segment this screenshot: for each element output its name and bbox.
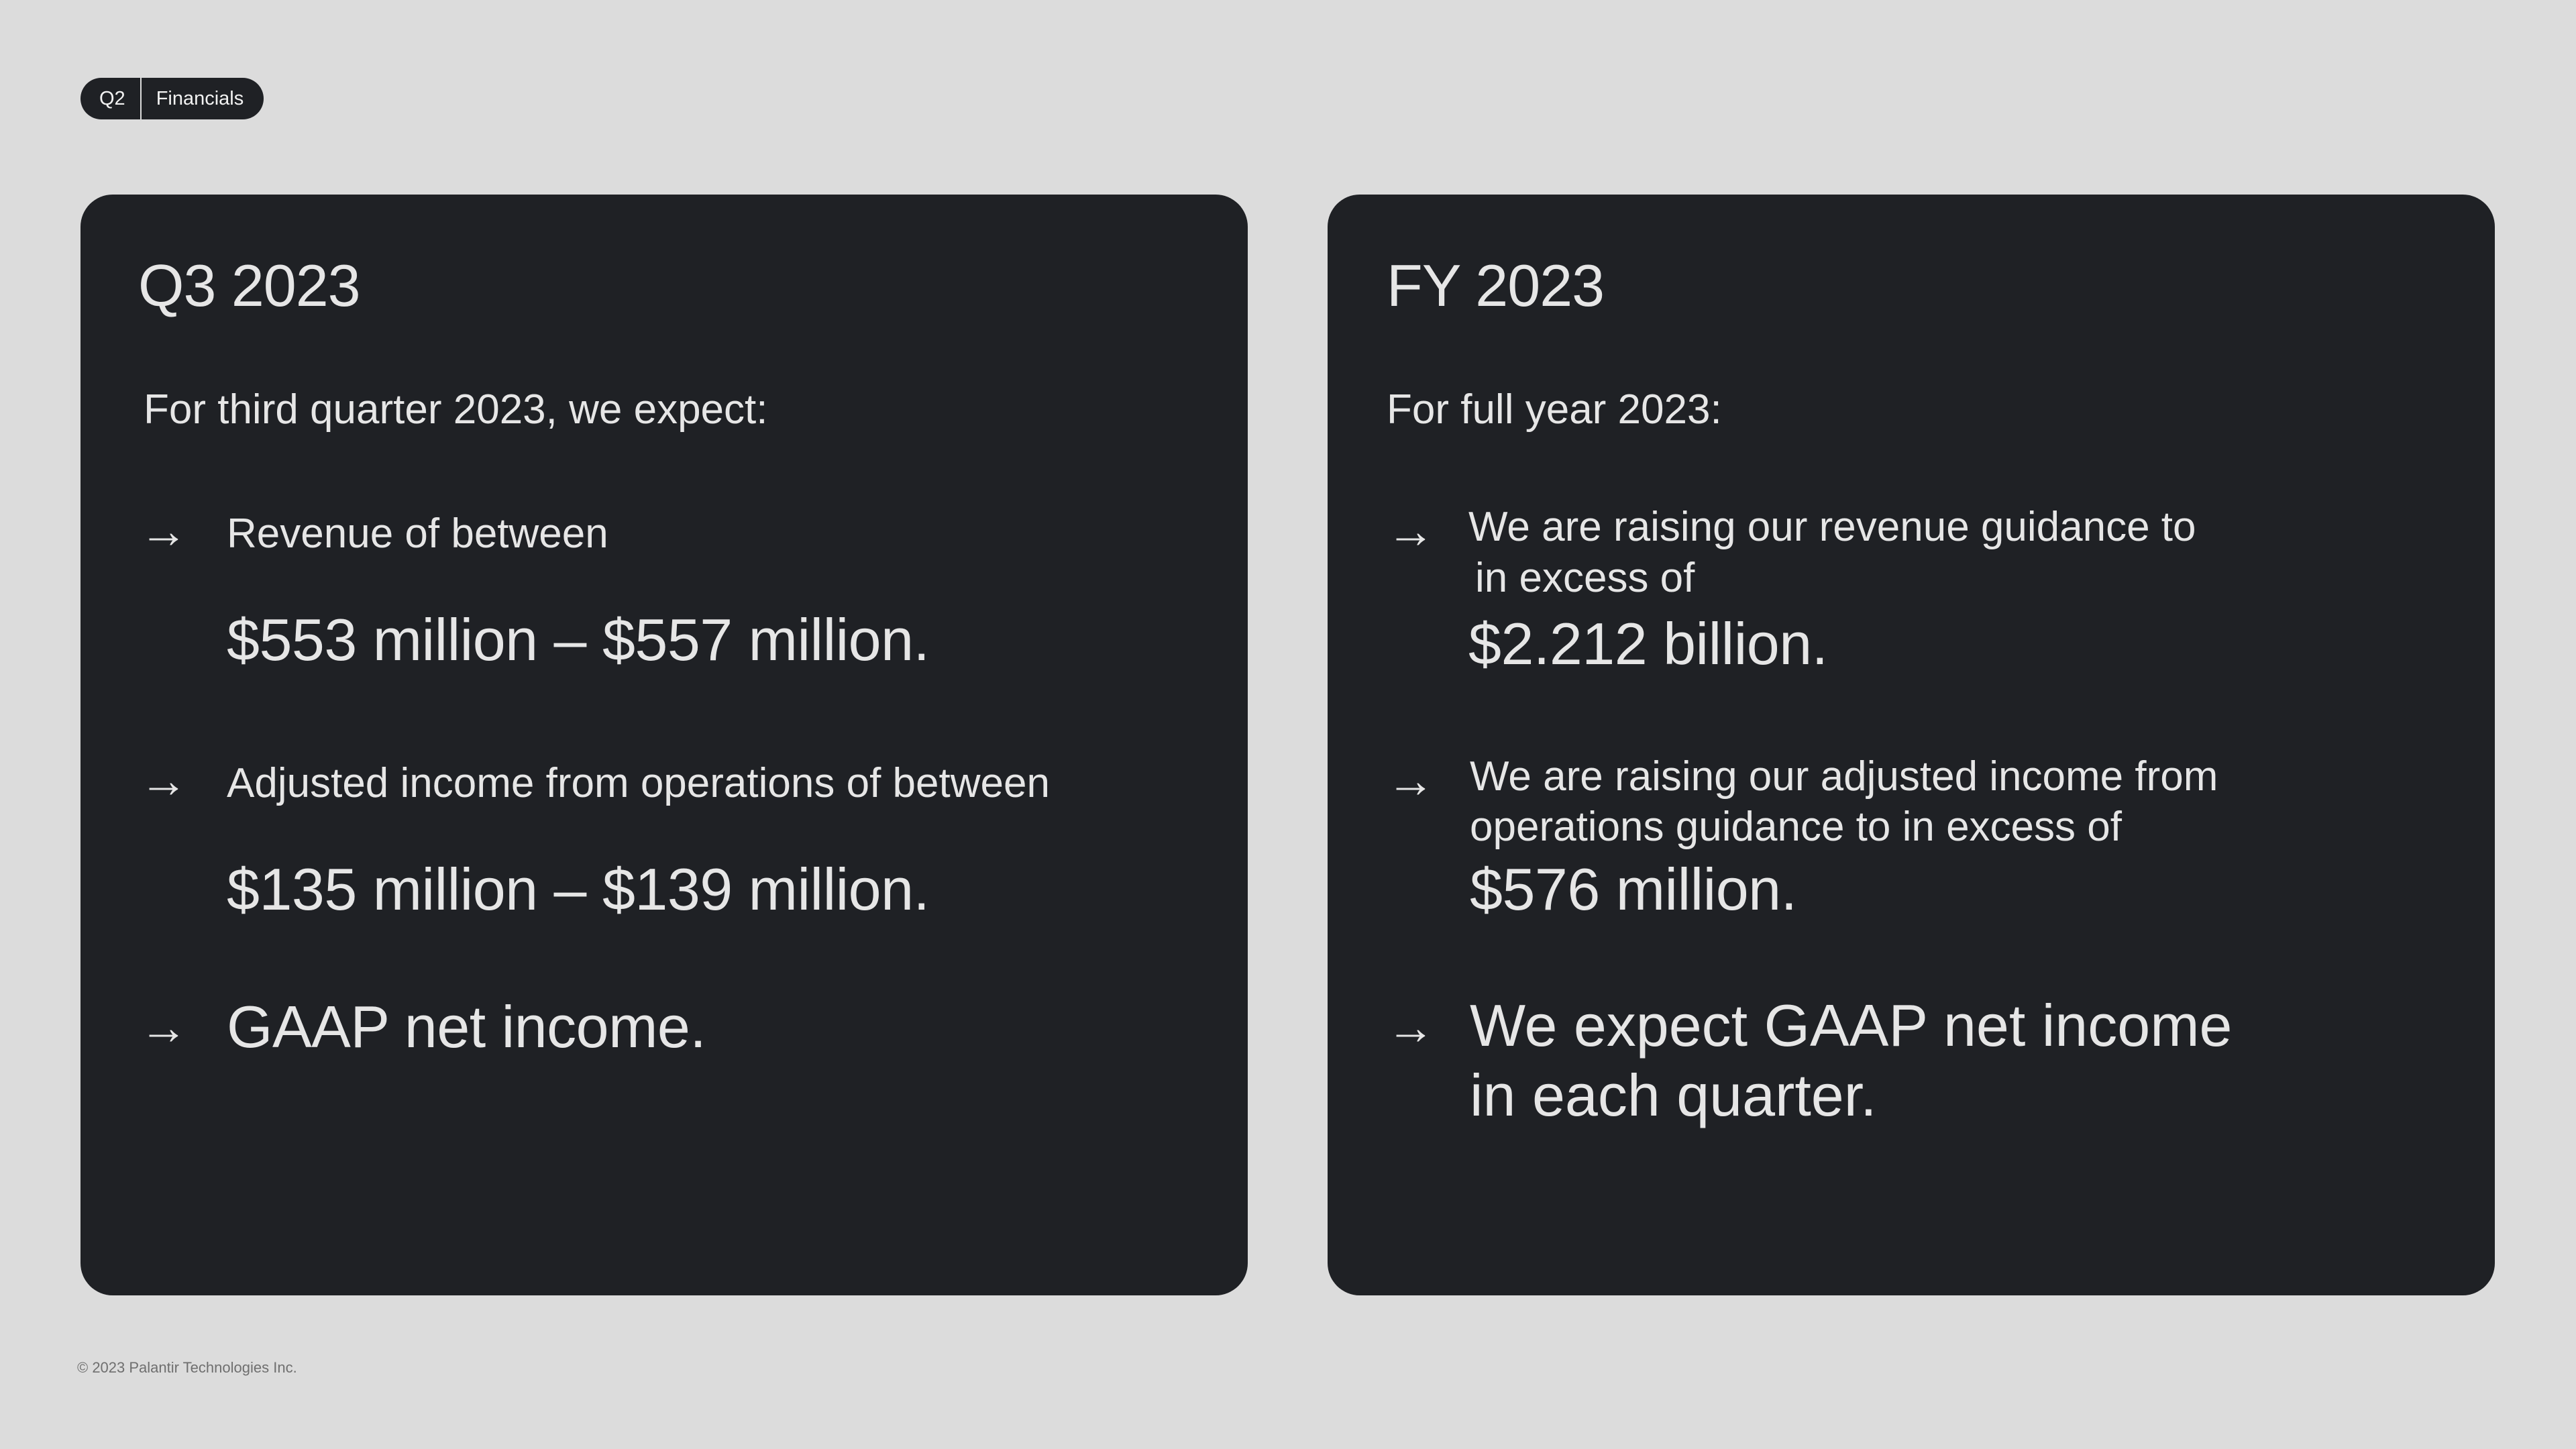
fy-adj-income-line1: We are raising our adjusted income from <box>1470 753 2218 800</box>
fy-adj-income-line2: operations guidance to in excess of <box>1470 804 2122 850</box>
fy-revenue-amount: $2.212 billion. <box>1468 610 1828 677</box>
quarter-tag: Q2 <box>99 87 125 109</box>
fy-adj-income-amount: $576 million. <box>1470 856 1797 922</box>
q3-card-title: Q3 2023 <box>138 252 360 319</box>
q3-revenue-amount: $553 million – $557 million. <box>227 606 930 673</box>
fy-gaap-line1: We expect GAAP net income <box>1470 992 2233 1059</box>
q3-guidance-card <box>80 195 1248 1295</box>
q3-revenue-label: Revenue of between <box>227 511 608 557</box>
fy-revenue-line2: in excess of <box>1475 555 1695 601</box>
fy-revenue-line1: We are raising our revenue guidance to <box>1468 504 2196 550</box>
q3-intro: For third quarter 2023, we expect: <box>144 386 768 433</box>
arrow-right-icon: → <box>140 504 188 558</box>
fy-intro: For full year 2023: <box>1387 386 1722 433</box>
arrow-right-icon: → <box>1387 1001 1435 1055</box>
section-tag-label: Financials <box>156 87 244 109</box>
arrow-right-icon: → <box>140 754 188 808</box>
arrow-right-icon: → <box>1387 504 1435 558</box>
arrow-right-icon: → <box>1387 754 1435 808</box>
q3-gaap-net-income: GAAP net income. <box>227 994 706 1060</box>
section-tag <box>80 78 264 119</box>
fy-card-title: FY 2023 <box>1387 252 1605 319</box>
fy-guidance-card <box>1328 195 2495 1295</box>
arrow-right-icon: → <box>140 1001 188 1055</box>
copyright-footer: © 2023 Palantir Technologies Inc. <box>77 1359 297 1376</box>
q3-adj-income-label: Adjusted income from operations of between <box>227 760 1050 806</box>
q3-adj-income-amount: $135 million – $139 million. <box>227 856 930 922</box>
fy-gaap-line2: in each quarter. <box>1470 1062 1877 1128</box>
